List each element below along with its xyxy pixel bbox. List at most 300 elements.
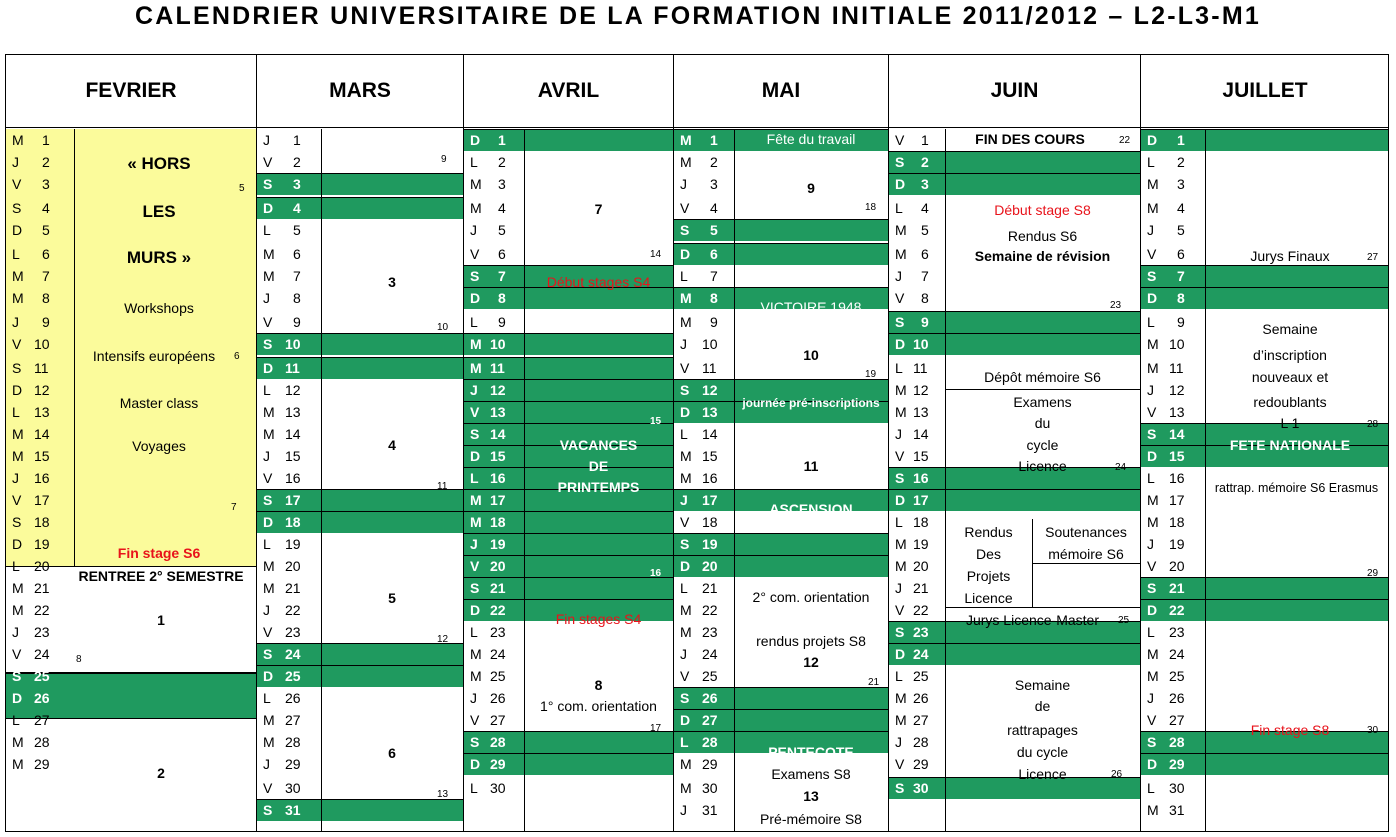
day-letter: D [263,200,274,216]
rattrapages-label-4: du cycle [1016,744,1069,760]
week-number: 17 [650,723,662,734]
day-number: 27 [702,712,718,728]
day-cell [1147,246,1185,262]
day-number: 9 [710,314,718,330]
day-letter: D [680,558,691,574]
day-number: 13 [702,404,718,420]
week-label-2: 2 [157,765,165,781]
day-number: 16 [34,470,50,486]
week-label-5: 5 [388,590,396,606]
week-label-11: 11 [803,458,819,474]
day-number: 10 [34,336,50,352]
rattrapages-label-2: de [1034,698,1051,714]
day-number: 28 [1169,734,1185,750]
day-number: 8 [921,290,929,306]
day-number: 18 [285,514,301,530]
day-number: 11 [913,360,928,376]
day-cell [263,200,301,216]
day-letter: S [263,176,273,192]
day-letter: L [895,200,903,216]
day-letter: M [263,404,275,420]
day-cell [895,336,929,352]
day-cell [895,200,929,216]
day-letter: J [680,336,687,352]
day-cell [895,404,929,420]
hors-label-2: LES [142,202,176,221]
day-number: 13 [285,404,301,420]
week-number: 27 [1367,252,1379,263]
day-letter: J [1147,222,1154,238]
day-letter: D [1147,602,1158,618]
day-cell [1147,470,1185,486]
day-cell [263,470,301,486]
day-number: 28 [913,734,929,750]
day-number: 27 [490,712,506,728]
day-cell [470,404,506,420]
day-cell [1147,492,1185,508]
day-cell [12,580,50,596]
day-letter: L [263,382,271,398]
day-cell [680,176,718,192]
day-cell [895,314,929,330]
inscription-label-2: d’inscription [1253,347,1327,363]
day-number: 20 [1169,558,1185,574]
day-number: 10 [1169,336,1185,352]
fete-du-travail-label: Fête du travail [766,131,856,147]
day-cell [1147,176,1185,192]
day-number: 6 [710,246,718,262]
day-number: 5 [42,222,50,238]
day-number: 12 [490,382,506,398]
day-cell [470,176,506,192]
day-cell [680,448,718,464]
day-cell [895,712,929,728]
day-letter: J [12,624,19,640]
day-letter: S [263,492,273,508]
day-cell [12,492,50,508]
day-cell [895,470,929,486]
day-letter: M [1147,802,1159,818]
day-letter: L [470,154,478,170]
day-letter: M [12,268,24,284]
day-letter: M [470,668,482,684]
day-cell [470,268,506,284]
day-number: 27 [34,712,50,728]
day-cell [680,360,717,376]
day-cell [1147,624,1185,640]
voyages-label: Voyages [132,438,186,454]
day-letter: L [1147,780,1155,796]
day-cell [680,802,718,818]
day-number: 17 [285,492,301,508]
day-letter: V [1147,712,1157,728]
day-number: 4 [498,200,506,216]
day-letter: M [680,756,692,772]
day-cell [12,290,50,306]
week-label-1: 1 [157,612,165,628]
day-letter: D [470,132,481,148]
day-letter: L [12,712,20,728]
day-cell [263,314,301,330]
day-cell [470,360,505,376]
day-letter: L [470,470,479,486]
day-cell [12,558,50,574]
day-letter: L [470,624,478,640]
day-number: 17 [490,492,506,508]
day-cell [263,602,301,618]
day-number: 19 [1169,536,1185,552]
day-number: 16 [285,470,301,486]
day-cell [680,200,718,216]
day-letter: L [1147,624,1155,640]
day-letter: M [470,514,482,530]
day-cell [470,154,506,170]
day-letter: S [680,382,690,398]
day-number: 9 [293,314,301,330]
day-cell [680,290,718,306]
depot-memoire-s6-label: Dépôt mémoire S6 [984,369,1101,385]
day-letter: J [263,290,270,306]
day-cell [1147,336,1185,352]
day-letter: M [470,336,482,352]
day-cell [680,514,718,530]
day-cell [680,314,718,330]
month-header-avril: AVRIL [464,55,673,128]
day-number: 13 [34,404,50,420]
day-cell [263,492,301,508]
day-number: 19 [702,536,718,552]
day-cell [1147,690,1185,706]
day-number: 27 [913,712,929,728]
day-letter: L [1147,154,1155,170]
day-number: 29 [913,756,929,772]
day-letter: S [1147,580,1157,596]
day-cell [470,756,506,772]
day-cell [263,268,301,284]
day-letter: V [263,780,273,796]
day-number: 14 [913,426,929,442]
day-letter: L [680,734,689,750]
day-number: 9 [498,314,506,330]
day-letter: M [680,470,692,486]
day-cell [263,756,301,772]
day-cell [1147,448,1185,464]
day-number: 15 [285,448,301,464]
day-number: 17 [34,492,50,508]
day-cell [895,756,929,772]
day-letter: M [12,448,24,464]
day-cell [895,668,929,684]
day-letter: D [680,246,691,262]
day-letter: J [895,268,902,284]
day-cell [895,646,929,662]
day-cell [470,712,506,728]
day-number: 13 [913,404,929,420]
day-letter: V [12,646,22,662]
month-header-juin: JUIN [889,55,1140,128]
day-cell [680,602,718,618]
day-number: 7 [293,268,301,284]
day-number: 24 [702,646,718,662]
day-letter: M [895,404,907,420]
day-number: 19 [913,536,929,552]
day-letter: M [1147,176,1159,192]
month-column-avril [464,55,674,831]
day-letter: M [895,690,907,706]
day-number: 14 [702,426,718,442]
day-number: 3 [921,176,929,192]
day-cell [895,780,929,796]
day-letter: M [895,222,907,238]
week-number: 9 [441,154,447,165]
day-letter: J [12,154,19,170]
day-number: 23 [34,624,50,640]
day-cell [895,624,929,640]
jurys-licence-master-label: Jurys Licence-Master [965,612,1100,628]
day-letter: M [12,290,24,306]
vacances-label-1: VACANCES [559,437,638,453]
day-number: 22 [913,602,929,618]
day-letter: V [263,154,273,170]
day-number: 15 [34,448,50,464]
day-letter: S [680,536,690,552]
fin-des-cours-label: FIN DES COURS [975,131,1085,147]
day-number: 21 [1169,580,1185,596]
day-letter: S [895,624,905,640]
day-number: 24 [490,646,506,662]
month-column-mars [257,55,464,831]
day-letter: M [680,290,692,306]
day-number: 18 [702,514,718,530]
day-letter: M [680,602,692,618]
day-number: 13 [1169,404,1185,420]
day-letter: S [12,360,22,376]
day-number: 27 [285,712,301,728]
day-letter: S [12,668,22,684]
day-letter: M [263,268,275,284]
day-cell [895,734,929,750]
day-number: 18 [490,514,506,530]
week-label-7: 7 [594,201,603,217]
day-number: 12 [913,382,929,398]
day-cell [12,602,50,618]
day-number: 22 [702,602,718,618]
examens-label-1: Examens [1013,394,1072,410]
day-letter: M [680,624,692,640]
day-cell [12,132,50,148]
day-cell [1147,646,1185,662]
day-cell [895,360,928,376]
calendar-grid [5,54,1389,832]
day-letter: M [12,132,24,148]
day-letter: V [680,360,690,376]
soutenances-label-2: mémoire S6 [1048,546,1124,562]
intensifs-label: Intensifs européens [92,348,216,364]
day-cell [470,668,506,684]
day-letter: L [680,580,688,596]
day-cell [263,514,301,530]
fin-stage-s8-label: Fin stage S8 [1250,722,1330,738]
day-letter: M [263,580,275,596]
ascension-label: ASCENSION [769,501,853,517]
inscription-label-1: Semaine [1262,321,1318,337]
day-cell [895,176,929,192]
day-number: 12 [34,382,50,398]
day-number: 29 [490,756,506,772]
day-number: 25 [490,668,506,684]
day-number: 15 [1169,448,1185,464]
day-cell [895,154,929,170]
day-number: 26 [913,690,929,706]
day-cell [1147,668,1185,684]
day-number: 11 [702,360,717,376]
day-cell [263,712,301,728]
day-letter: M [680,448,692,464]
day-cell [895,602,929,618]
day-cell [470,246,506,262]
holiday-band [674,219,888,241]
day-number: 1 [1177,132,1185,148]
day-cell [263,802,301,818]
day-cell [1147,426,1185,442]
day-letter: L [895,668,903,684]
week-number: 18 [865,202,877,213]
day-cell [470,222,506,238]
day-cell [895,690,929,706]
day-cell [12,712,50,728]
day-cell [680,154,718,170]
day-letter: V [263,624,273,640]
day-cell [680,646,718,662]
day-number: 18 [913,514,929,530]
day-cell [12,448,50,464]
day-cell [895,268,929,284]
day-cell [1147,290,1185,306]
day-cell [470,470,506,486]
day-number: 4 [293,200,301,216]
day-cell [1147,780,1185,796]
examens-label-4: Licence [1018,458,1067,474]
day-cell [895,132,929,148]
day-letter: V [895,756,905,772]
day-letter: M [263,426,275,442]
day-cell [12,382,50,398]
day-cell [470,536,506,552]
day-letter: S [263,336,273,352]
day-number: 3 [42,176,50,192]
week-number: 29 [1367,568,1379,579]
week-number: 6 [234,351,240,362]
day-letter: D [895,176,906,192]
day-cell [12,336,50,352]
day-cell [1147,802,1185,818]
day-letter: M [895,712,907,728]
week-label-4: 4 [388,437,396,453]
day-number: 1 [498,132,506,148]
day-letter: L [12,558,20,574]
day-letter: V [263,470,273,486]
day-number: 26 [702,690,718,706]
day-letter: L [895,360,903,376]
day-letter: V [263,314,273,330]
day-letter: S [470,580,480,596]
day-letter: S [680,690,690,706]
day-letter: D [680,712,691,728]
day-number: 14 [285,426,301,442]
vacances-label-2: DE [588,458,609,474]
day-cell [470,624,506,640]
day-cell [12,246,50,262]
day-letter: S [1147,426,1157,442]
day-letter: S [263,646,273,662]
day-number: 16 [1169,470,1185,486]
day-letter: J [680,646,687,662]
day-cell [263,290,301,306]
inscription-label-4: redoublants [1253,394,1327,410]
day-letter: M [12,756,24,772]
day-letter: J [470,382,478,398]
rendus-projets-s8-label: rendus projets S8 [756,633,866,649]
day-number: 25 [34,668,50,684]
day-letter: V [12,492,22,508]
day-number: 19 [285,536,301,552]
day-cell [12,176,50,192]
day-cell [1147,314,1185,330]
day-number: 10 [490,336,506,352]
day-letter: V [680,668,690,684]
rendus-projets-label-1: Rendus [964,524,1013,540]
day-cell [895,492,929,508]
day-number: 8 [293,290,301,306]
day-number: 18 [1169,514,1185,530]
day-cell [12,734,50,750]
day-number: 23 [490,624,506,640]
month-header-fevrier: FEVRIER [6,55,256,128]
day-number: 22 [285,602,301,618]
week-number: 19 [865,369,877,380]
day-letter: M [12,580,24,596]
day-letter: J [12,470,19,486]
day-cell [263,360,300,376]
day-number: 20 [285,558,301,574]
day-letter: M [1147,336,1159,352]
day-letter: L [470,314,478,330]
day-cell [470,780,506,796]
day-letter: L [895,514,903,530]
day-letter: J [470,536,478,552]
day-letter: V [12,336,22,352]
day-cell [1147,756,1185,772]
week-number: 30 [1367,725,1379,736]
day-number: 5 [921,222,929,238]
day-cell [12,668,50,684]
day-letter: J [263,448,270,464]
day-cell [470,132,506,148]
day-cell [895,514,929,530]
day-number: 17 [913,492,929,508]
com-orientation-1-label: 1° com. orientation [540,698,657,714]
day-cell [680,404,718,420]
day-letter: J [1147,690,1154,706]
day-cell [1147,154,1185,170]
week-number: 25 [1118,615,1130,626]
day-number: 23 [285,624,301,640]
week-number: 10 [437,322,449,333]
day-letter: M [1147,200,1159,216]
day-cell [263,154,301,170]
day-number: 25 [702,668,718,684]
day-letter: M [895,536,907,552]
